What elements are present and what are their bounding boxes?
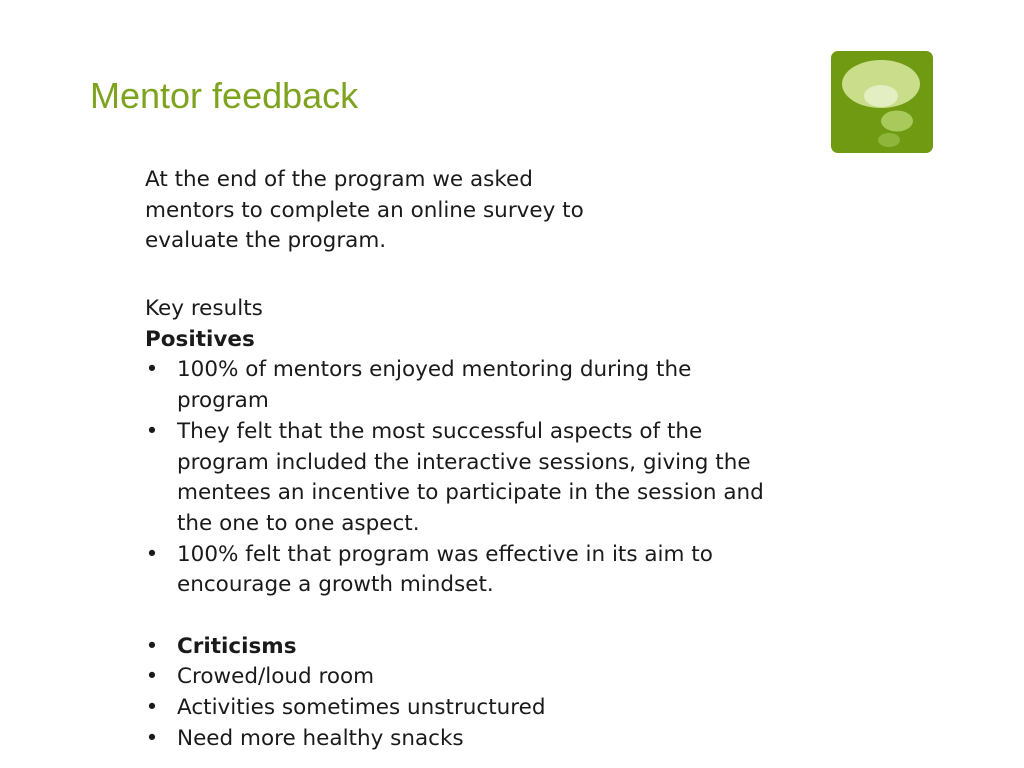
list-item — [145, 540, 785, 601]
thought-bubble-icon — [831, 51, 933, 153]
positive-item-text: They felt that the most successful aspects of the program included the interactive sessions, giving the mentees an incentive to participate in the session and the one to one aspect. — [177, 418, 764, 536]
positive-item-text: 100% felt that program was effective in its aim to encourage a growth mindset. — [177, 541, 713, 598]
key-results-label: Key results — [145, 296, 263, 321]
bullet-glyph: • — [145, 725, 159, 751]
list-item — [145, 662, 785, 693]
intro-paragraph: At the end of the program we asked mentors to complete an online survey to evaluate the program. — [145, 167, 584, 254]
section-spacer — [145, 601, 785, 632]
positives-heading: Positives — [145, 326, 255, 352]
list-item — [145, 632, 785, 663]
criticism-item-text: Crowed/loud room — [177, 664, 375, 690]
slide-title: Mentor feedback — [90, 75, 359, 116]
bullet-glyph: • — [145, 541, 159, 567]
list-item — [145, 724, 785, 755]
list-item — [145, 355, 785, 416]
positives-list — [145, 355, 785, 601]
bullet-glyph: • — [145, 695, 159, 721]
list-item — [145, 693, 785, 724]
bullet-glyph: • — [145, 418, 159, 444]
criticisms-list — [145, 632, 785, 755]
criticism-item-text: Activities sometimes unstructured — [177, 695, 546, 721]
criticisms-heading: Criticisms — [177, 633, 297, 659]
bullet-glyph: • — [145, 664, 159, 690]
list-item — [145, 417, 785, 540]
key-results-section — [145, 294, 785, 755]
positive-item-text: 100% of mentors enjoyed mentoring during the program — [177, 357, 692, 414]
bullet-glyph: • — [145, 357, 159, 383]
criticism-item-text: Need more healthy snacks — [177, 725, 464, 751]
bullet-glyph: • — [145, 633, 159, 659]
